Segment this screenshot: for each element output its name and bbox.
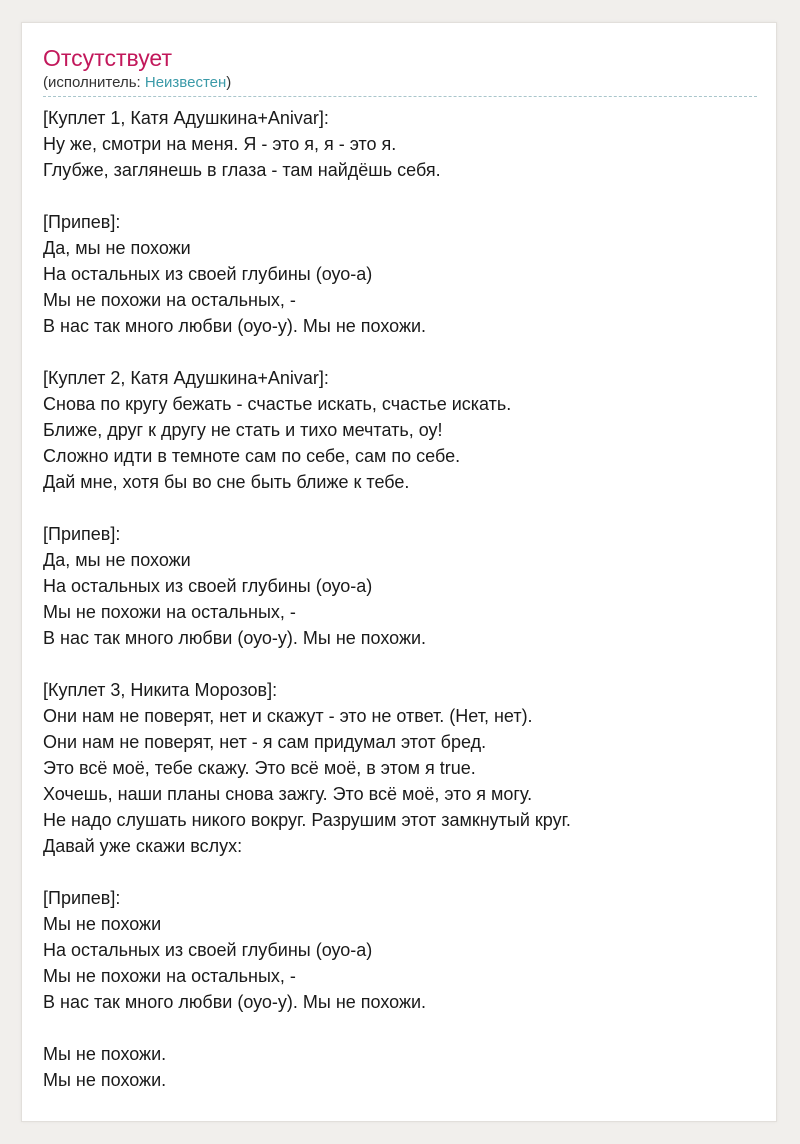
lyric-line: На остальных из своей глубины (оуо-а): [43, 940, 373, 960]
lyric-line: В нас так много любви (оуо-у). Мы не похожи.: [43, 992, 427, 1012]
stanza-gap: [43, 183, 757, 209]
song-title: Отсутствует: [43, 45, 172, 71]
lyric-line: Мы не похожи на остальных, -: [43, 602, 296, 622]
lyric-line: Да, мы не похожи: [43, 550, 191, 570]
lyric-line: Это всё моё, тебе скажу. Это всё моё, в этом я true.: [43, 758, 476, 778]
lyric-line: В нас так много любви (оуо-у). Мы не похожи.: [43, 628, 427, 648]
lyric-line: Они нам не поверят, нет и скажут - это не ответ. (Нет, нет).: [43, 706, 533, 726]
lyric-line: Не надо слушать никого вокруг. Разрушим этот замкнутый круг.: [43, 810, 571, 830]
lyric-line: Хочешь, наши планы снова зажгу. Это всё моё, это я могу.: [43, 784, 533, 804]
lyric-line: В нас так много любви (оуо-у). Мы не похожи.: [43, 316, 427, 336]
artist-suffix: ): [226, 74, 232, 91]
lyric-line: Давай уже скажи вслух:: [43, 836, 243, 856]
lyric-line: [Куплет 2, Катя Адушкина+Anivar]:: [43, 368, 329, 388]
lyric-line: [Припев]:: [43, 524, 121, 544]
lyric-line: Глубже, заглянешь в глаза - там найдёшь себя.: [43, 160, 441, 180]
lyric-line: Мы не похожи.: [43, 1044, 167, 1064]
stanza-gap: [43, 1015, 757, 1041]
song-header: [43, 42, 757, 97]
lyric-line: [Куплет 1, Катя Адушкина+Anivar]:: [43, 108, 329, 128]
artist-prefix: (исполнитель:: [43, 74, 145, 91]
lyric-line: На остальных из своей глубины (оуо-а): [43, 576, 373, 596]
lyric-line: Да, мы не похожи: [43, 238, 191, 258]
lyric-line: Дай мне, хотя бы во сне быть ближе к тебе.: [43, 472, 410, 492]
lyrics-card: [21, 22, 777, 1122]
lyrics-text: [43, 105, 757, 1093]
stanza-gap: [43, 859, 757, 885]
stanza-gap: [43, 495, 757, 521]
lyric-line: Мы не похожи.: [43, 1070, 167, 1090]
stanza-gap: [43, 339, 757, 365]
lyric-line: На остальных из своей глубины (оуо-а): [43, 264, 373, 284]
lyric-line: Мы не похожи на остальных, -: [43, 290, 296, 310]
lyric-line: Они нам не поверят, нет - я сам придумал этот бред.: [43, 732, 487, 752]
artist-link[interactable]: Неизвестен: [144, 74, 227, 91]
lyric-line: Мы не похожи: [43, 914, 162, 934]
lyric-line: Ближе, друг к другу не стать и тихо мечтать, оу!: [43, 420, 443, 440]
lyric-line: [Припев]:: [43, 888, 121, 908]
lyric-line: Снова по кругу бежать - счастье искать, счастье искать.: [43, 394, 512, 414]
stanza-gap: [43, 651, 757, 677]
lyric-line: [Куплет 3, Никита Морозов]:: [43, 680, 278, 700]
lyric-line: [Припев]:: [43, 212, 121, 232]
lyric-line: Мы не похожи на остальных, -: [43, 966, 296, 986]
lyric-line: Сложно идти в темноте сам по себе, сам по себе.: [43, 446, 461, 466]
lyric-line: Ну же, смотри на меня. Я - это я, я - это я.: [43, 134, 397, 154]
artist-line: [43, 74, 231, 92]
